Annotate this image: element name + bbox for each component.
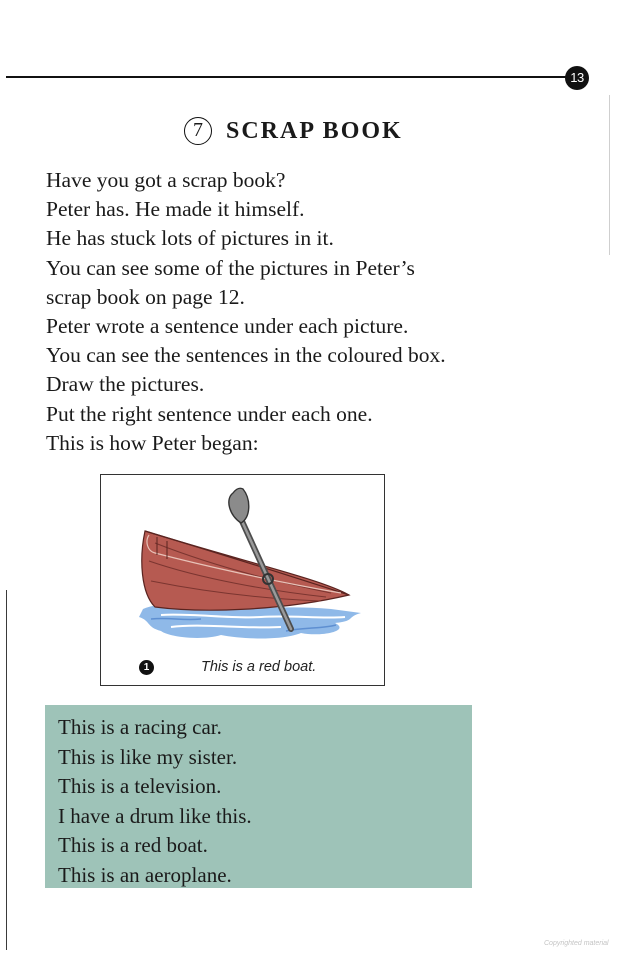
- instruction-line: Peter wrote a sentence under each picture.: [46, 314, 409, 339]
- picture-caption: [139, 659, 316, 675]
- instruction-line: He has stuck lots of pictures in it.: [46, 226, 334, 251]
- sentence-item: This is a racing car.: [58, 715, 222, 739]
- instruction-line: You can see the sentences in the coloured box.: [46, 343, 446, 368]
- sentence-item: This is a red boat.: [58, 833, 208, 857]
- page-edge-left: [6, 590, 7, 950]
- instructions-text: [46, 166, 586, 458]
- sentence-item: I have a drum like this.: [58, 803, 252, 828]
- instruction-line: Peter has. He made it himself.: [46, 197, 305, 222]
- picture-number-badge: 1: [139, 660, 154, 675]
- sentence-list: [45, 705, 472, 890]
- instruction-line: scrap book on page 12.: [46, 284, 245, 309]
- copyright-watermark: Copyrighted material: [544, 940, 609, 947]
- section-title: SCRAP BOOK: [226, 117, 403, 144]
- section-number-badge: 7: [184, 117, 212, 145]
- picture-caption-text: This is a red boat.: [201, 659, 317, 675]
- page-edge-right: [609, 95, 610, 255]
- page-number-badge: 13: [565, 66, 589, 90]
- sentence-item: This is an aeroplane.: [58, 862, 232, 887]
- sentence-item: This is like my sister.: [58, 744, 238, 769]
- example-picture-box: [100, 474, 385, 686]
- sentence-item: This is a television.: [58, 774, 222, 798]
- coloured-sentence-box: [45, 705, 472, 888]
- section-heading: [184, 115, 403, 147]
- instruction-line: Draw the pictures.: [46, 372, 205, 397]
- header-rule: [6, 76, 566, 78]
- instruction-line: Have you got a scrap book?: [46, 168, 286, 192]
- instruction-line: This is how Peter began:: [46, 430, 259, 455]
- instruction-line: Put the right sentence under each one.: [46, 401, 373, 426]
- rowing-boat-illustration: [121, 481, 371, 651]
- instruction-line: You can see some of the pictures in Peter’s: [46, 255, 415, 280]
